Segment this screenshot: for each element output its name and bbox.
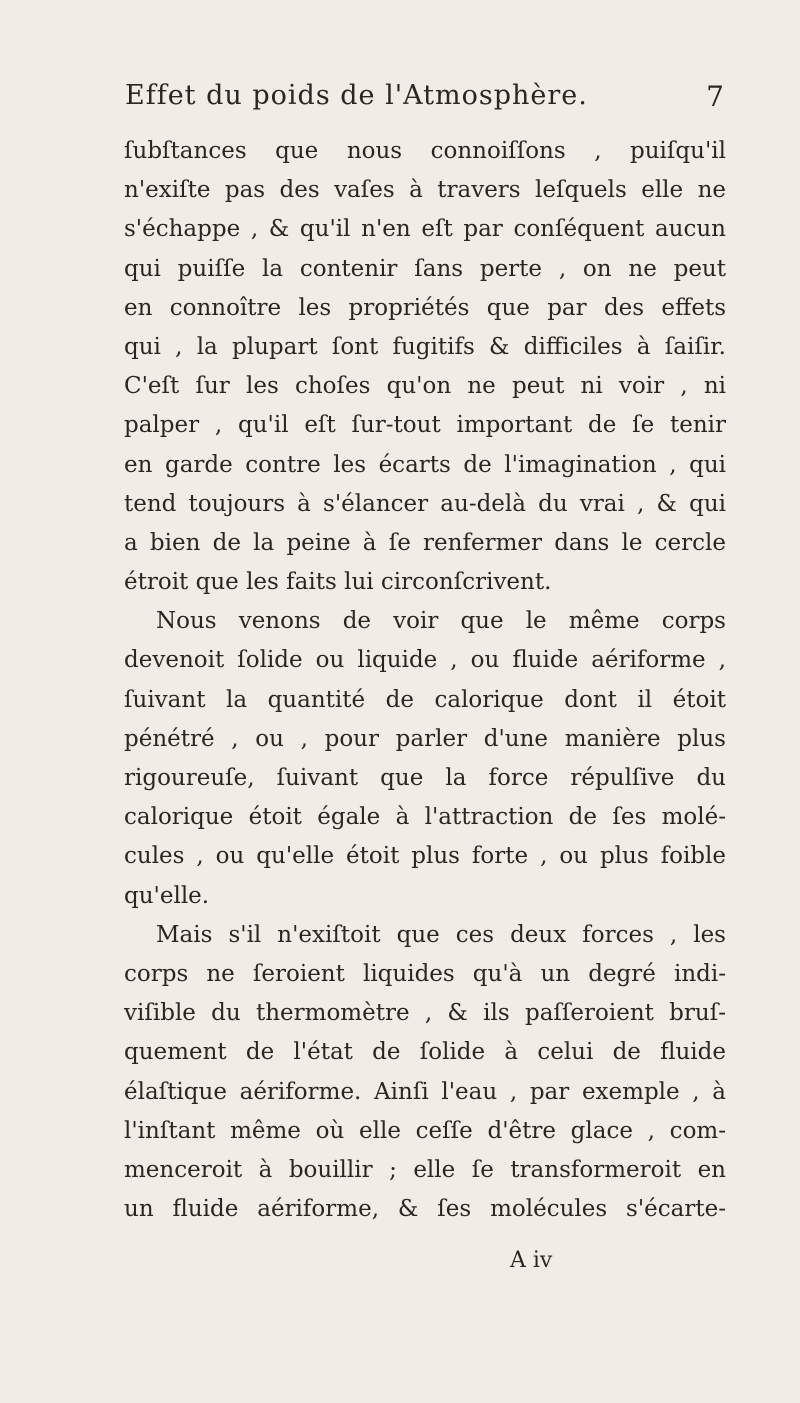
text-line: viſible du thermomètre , & ils paſſeroient bruſ- bbox=[124, 1000, 726, 1027]
text-line: tend toujours à s'élancer au-delà du vrai , & qui bbox=[124, 490, 726, 517]
text-line: étroit que les faits lui circonſcrivent. bbox=[124, 569, 552, 596]
text-line: Nous venons de voir que le même corps bbox=[156, 608, 726, 635]
text-line: ſuivant la quantité de calorique dont il étoit bbox=[124, 686, 726, 713]
text-line: qui , la plupart ſont fugitifs & difficiles à ſaiſir. bbox=[124, 333, 726, 360]
text-line: en connoître les propriétés que par des effets bbox=[124, 294, 726, 321]
text-line: pénétré , ou , pour parler d'une manière plus bbox=[124, 725, 726, 752]
body-text bbox=[124, 132, 726, 1229]
text-line: calorique étoit égale à l'attraction de ſes molé- bbox=[124, 804, 726, 831]
text-line: quement de l'état de ſolide à celui de fluide bbox=[124, 1039, 726, 1066]
text-line: en garde contre les écarts de l'imagination , qui bbox=[124, 451, 726, 478]
text-line: Mais s'il n'exiſtoit que ces deux forces , les bbox=[156, 921, 726, 948]
text-line: l'inſtant même où elle ceſſe d'être glace , com- bbox=[124, 1117, 726, 1144]
text-line: palper , qu'il eſt ſur-tout important de ſe tenir bbox=[124, 412, 726, 439]
text-line: n'exiſte pas des vaſes à travers leſquels elle ne bbox=[124, 177, 726, 204]
text-line: élaſtique aériforme. Ainſi l'eau , par exemple , à bbox=[124, 1078, 726, 1105]
text-line: s'échappe , & qu'il n'en eſt par conſéquent aucun bbox=[124, 216, 726, 243]
running-title: Effet du poids de l'Atmosphère. bbox=[125, 80, 588, 111]
page-number: 7 bbox=[706, 80, 725, 113]
text-line: menceroit à bouillir ; elle ſe transformeroit en bbox=[124, 1156, 726, 1183]
text-line: corps ne ſeroient liquides qu'à un degré indi- bbox=[124, 960, 726, 987]
text-line: rigoureuſe, ſuivant que la force répulſive du bbox=[124, 765, 726, 791]
signature-mark: A iv bbox=[510, 1248, 553, 1273]
text-line: C'eſt ſur les choſes qu'on ne peut ni voir , ni bbox=[124, 373, 726, 400]
text-line: ſubſtances que nous connoiſſons , puiſqu'il bbox=[124, 138, 726, 164]
text-line: a bien de la peine à ſe renfermer dans le cercle bbox=[124, 529, 726, 556]
running-header bbox=[125, 80, 725, 120]
text-line: cules , ou qu'elle étoit plus forte , ou plus foible bbox=[124, 843, 726, 870]
text-line: qu'elle. bbox=[124, 882, 210, 909]
text-line: devenoit ſolide ou liquide , ou fluide aériforme , bbox=[124, 647, 726, 674]
text-line: un fluide aériforme, & ſes molécules s'écarte- bbox=[124, 1196, 726, 1223]
text-line: qui puiſſe la contenir ſans perte , on ne peut bbox=[124, 255, 726, 282]
